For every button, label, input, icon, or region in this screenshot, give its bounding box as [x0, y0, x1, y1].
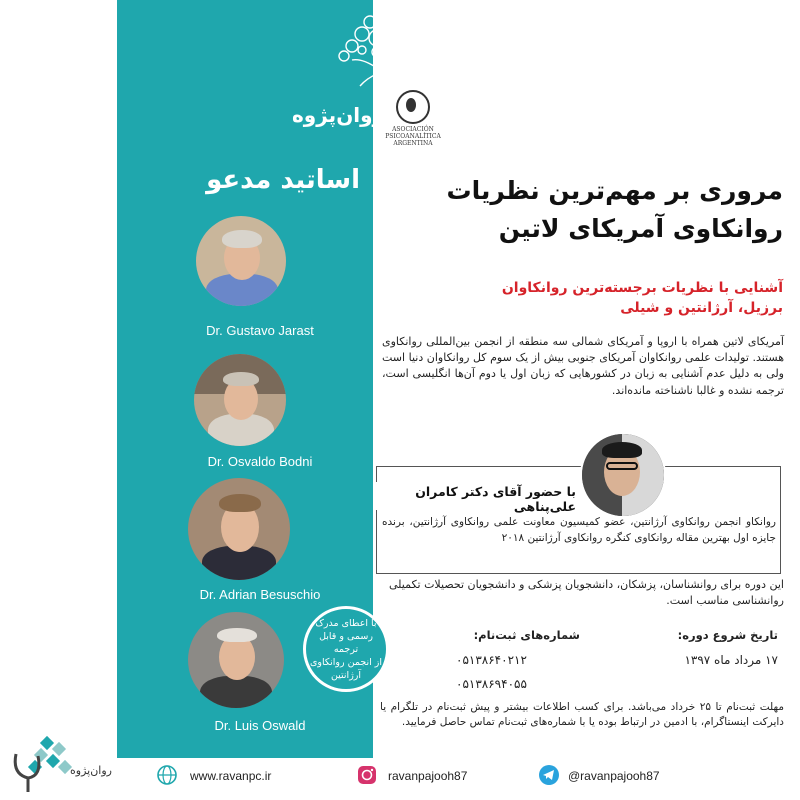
- phone-1[interactable]: ۰۵۱۳۸۶۴۰۲۱۲: [456, 653, 527, 667]
- speaker-name-4: Dr. Luis Oswald: [214, 718, 306, 733]
- instagram-icon: [356, 764, 378, 786]
- title-line-2: روانکاوی آمریکای لاتین: [498, 214, 783, 243]
- course-title: [378, 172, 783, 248]
- speaker-photo-4: [188, 612, 284, 708]
- badge-line-3: از انجمن روانکاوی: [309, 657, 383, 668]
- speaker-name-3: Dr. Adrian Besuschio: [199, 587, 321, 602]
- certificate-badge: [303, 606, 389, 692]
- guest-description: روانکاو انجمن روانکاوی آرژانتین، عضو کمیسیون معاونت علمی روانکاوی آرژانتین، برنده جایزه اول بهترین مقاله روانکاوی کنگره روانکاوی آرژانتین ۲۰۱۸: [382, 516, 776, 544]
- subtitle-line-2: برزیل، آرژانتین و شیلی: [620, 300, 783, 316]
- telegram-icon: [538, 764, 560, 786]
- badge-line-4: آرژانتین: [330, 670, 362, 681]
- audience-text: این دوره برای روانشناسان، پزشکان، دانشجویان پزشکی و دانشجویان تحصیلات تکمیلی روانشناسی مناسب است.: [388, 578, 784, 607]
- speaker-photo-2: [194, 354, 286, 446]
- website-link[interactable]: www.ravanpc.ir: [190, 769, 272, 783]
- subtitle-line-1: آشنایی با نظریات برجسته‌ترین روانکاوان: [501, 280, 783, 296]
- start-date-value: ۱۷ مرداد ماه ۱۳۹۷: [684, 653, 778, 667]
- badge-line-1: با اعطای مدرک: [315, 618, 377, 629]
- badge-line-2: رسمی و قابل ترجمه: [319, 631, 373, 655]
- guests-heading: اساتید مدعو: [206, 165, 360, 195]
- footer-brand-text: روان‌پژوه: [70, 764, 112, 777]
- phone-2[interactable]: ۰۵۱۳۸۶۹۴۰۵۵: [456, 677, 527, 691]
- ravanpajooh-logo: روان‌پژوه: [292, 103, 385, 127]
- title-line-1: مروری بر مهم‌ترین نظریات: [446, 176, 783, 205]
- apa-line-2: PSICOANALÍTICA: [385, 133, 441, 140]
- speaker-photo-1: [196, 216, 286, 306]
- guest-photo: [580, 432, 666, 518]
- speaker-name-1: Dr. Gustavo Jarast: [206, 323, 314, 338]
- globe-icon: [156, 764, 178, 786]
- instagram-handle[interactable]: ravanpajooh87: [388, 769, 468, 783]
- deadline-text: مهلت ثبت‌نام تا ۲۵ خرداد می‌باشد. برای کسب اطلاعات بیشتر و پیش ثبت‌نام در تلگرام یا دایرکت اینستاگرام، با ادمین در ارتباط بوده یا با شماره‌های ثبت‌نام تماس حاصل فرمایید.: [380, 701, 784, 728]
- apa-seal-icon: [396, 90, 430, 124]
- speaker-name-2: Dr. Osvaldo Bodni: [207, 454, 313, 469]
- phones-label: شماره‌های ثبت‌نام:: [473, 628, 580, 642]
- start-date-label: تاریخ شروع دوره:: [677, 628, 778, 642]
- speaker-photo-3: [188, 478, 290, 580]
- apa-line-1: ASOCIACIÓN: [392, 126, 434, 133]
- apa-line-3: ARGENTINA: [393, 140, 433, 147]
- course-subtitle: [378, 278, 783, 318]
- guest-title: با حضور آقای دکتر کامران علی‌پناهی: [415, 484, 576, 514]
- apa-logo: [382, 90, 444, 147]
- tree-logo-icon: [322, 8, 432, 94]
- telegram-handle[interactable]: @ravanpajooh87: [568, 769, 660, 783]
- intro-paragraph: آمریکای لاتین همراه با اروپا و آمریکای شمالی سه منطقه از انجمن بین‌المللی روانکاوی هستند. تولیدات علمی روانکاوان آمریکای جنوبی بیش از یک سوم کل روانکاوان دنیا است ولی به دلیل عدم آشنایی به زبان در کشورهایی که زبان اول یا دوم آن‌ها انگلیسی است، ترجمه نشده و غالبا ناشناخته مانده‌اند.: [382, 335, 784, 397]
